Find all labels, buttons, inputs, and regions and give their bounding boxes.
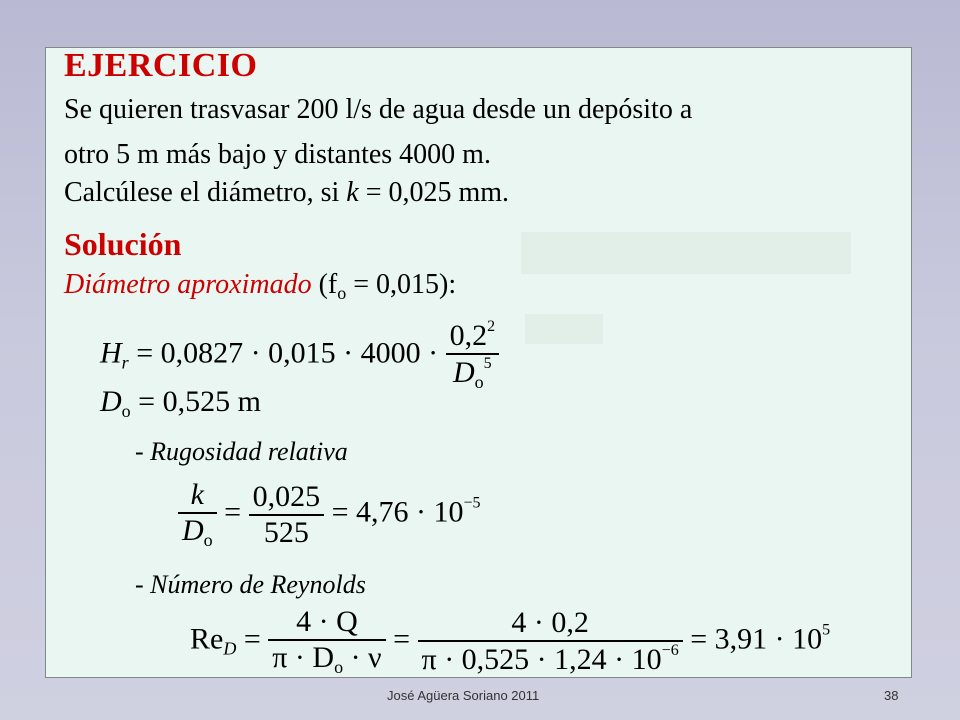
footer-author: José Agüera Soriano 2011 [387,688,540,703]
page-number: 38 [884,688,899,703]
approx-diameter-line [64,269,456,304]
equation-approx-diameter [100,385,261,422]
eq1-lhs-sub: r [121,352,129,373]
eq3-den1-sub: o [203,530,213,550]
eq1-den-sub: o [474,372,484,392]
eq3-eq: = [216,495,249,529]
eq4-eq-1: = [236,622,269,656]
eq1-lhs-var: H [100,336,122,370]
statement-line-1: Se quieren trasvasar 200 l/s de agua desde un depósito a [64,94,693,125]
equation-head-loss [100,318,499,393]
eq3-fraction-2 [249,480,325,550]
eq1-num: 0,2 [449,319,488,352]
statement-line-3-suffix: = 0,025 mm. [358,177,510,208]
eq4-lhs: Re [190,622,224,656]
faded-text-block-small [525,314,603,344]
approx-open: ( [311,269,328,300]
eq3-fraction-1 [178,478,217,551]
eq4-den1: π · D [272,641,335,674]
statement-line-2: otro 5 m más bajo y distantes 4000 m. [64,139,491,170]
eq1-den-var: D [452,356,475,389]
approx-var: f [327,269,338,300]
eq4-num1: 4 · Q [296,605,358,638]
bullet-relative-roughness: - Rugosidad relativa [135,437,348,466]
eq4-result-exp: 5 [822,621,831,639]
exercise-title: EJERCICIO [64,47,258,84]
eq4-den1-tail: · ν [343,641,382,674]
approx-label: Diámetro aproximado [64,269,312,300]
eq4-eq-2: = [385,622,418,656]
eq3-result-exp: −5 [463,494,481,512]
eq4-fraction-1 [268,605,385,678]
eq4-den2: π · 0,525 · 1,24 · 10 [421,643,662,676]
equation-relative-roughness [178,478,481,551]
solution-heading: Solución [64,226,182,262]
eq4-lhs-sub: D [223,638,237,659]
statement-line-3 [64,176,509,210]
eq3-result: = 4,76 · 10 [324,495,464,529]
eq3-num1: k [190,478,204,511]
statement-line-3-prefix: Calcúlese el diámetro, si [64,177,347,208]
eq2-lhs-sub: o [121,401,131,421]
equation-reynolds [190,605,830,678]
roughness-var: k [346,177,359,208]
eq1-fraction [446,318,500,393]
eq3-den1-var: D [182,514,204,547]
eq4-result: = 3,91 · 10 [682,622,823,656]
eq2-lhs-var: D [100,385,122,418]
eq1-middle: = 0,0827 · 0,015 · 4000 · [128,336,446,370]
eq4-den1-sub: o [334,657,344,677]
approx-sub: o [337,283,347,303]
eq3-den2: 525 [249,514,325,550]
eq2-rhs: = 0,525 m [130,385,261,418]
bullet-reynolds-number: - Número de Reynolds [135,570,366,599]
eq3-num2: 0,025 [252,479,321,513]
eq4-fraction-2 [418,606,683,677]
eq4-den2-exp: −6 [661,642,679,659]
eq4-num2: 4 · 0,2 [511,606,589,639]
eq1-den-exp: 5 [483,355,492,372]
eq1-num-exp: 2 [487,318,496,335]
faded-text-block [521,232,851,274]
approx-value: = 0,015): [346,269,457,300]
